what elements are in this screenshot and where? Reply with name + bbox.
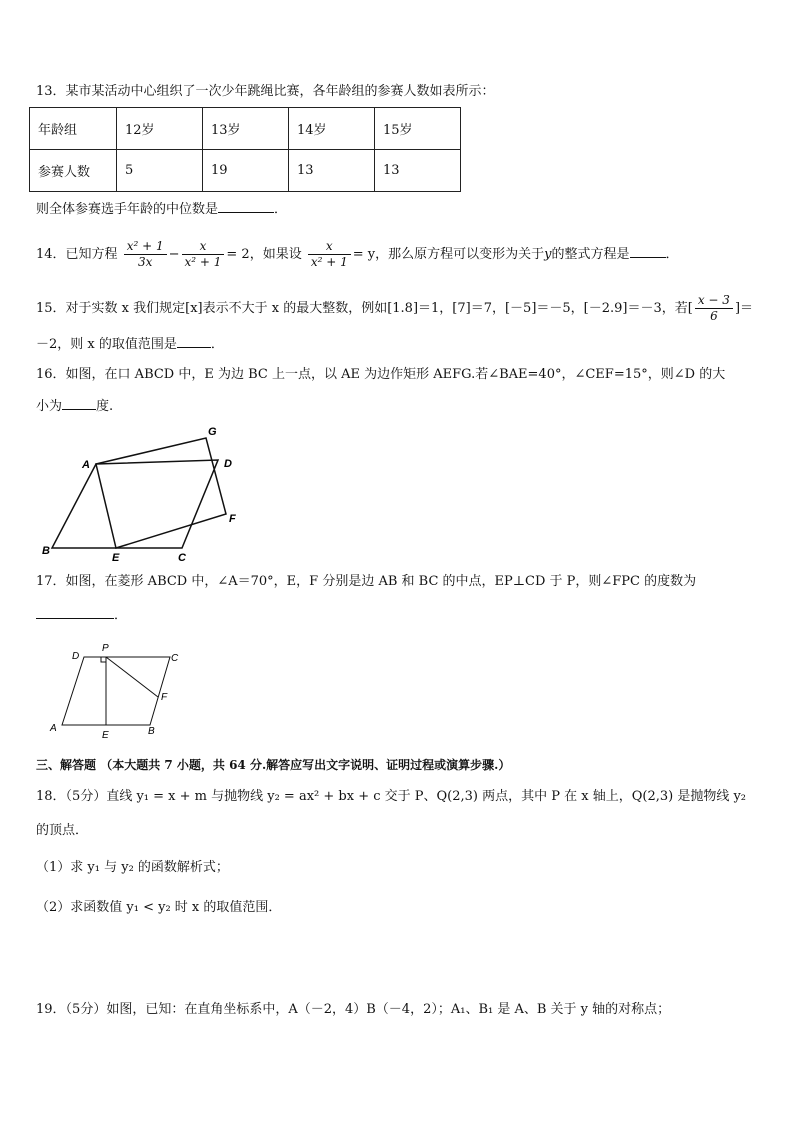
rectangle-aefg — [96, 438, 226, 548]
q15-line1 — [36, 290, 753, 328]
q14-end: ． — [665, 247, 679, 262]
q14-pre: 14．已知方程 — [36, 247, 118, 262]
fraction-numerator: x — [182, 239, 225, 255]
q15-line2 — [36, 335, 224, 354]
q18-line1: 18．（5分）直线 y₁ = x + m 与抛物线 y₂ = ax² + bx + c 交于 P、Q(2,3) 两点，其中 P 在 x 轴上，Q(2,3) 是抛物线 y₂ — [36, 789, 747, 804]
q14-post: 的整式方程是 — [551, 247, 630, 262]
q14-mid: = y，那么原方程可以变形为关于 — [352, 247, 545, 262]
answer-blank — [177, 335, 211, 348]
answer-blank — [62, 397, 96, 410]
label-c: C — [178, 552, 186, 564]
table-cell: 年龄组 — [30, 108, 117, 150]
label-e: E — [112, 552, 120, 564]
fraction-denominator: x² + 1 — [184, 255, 222, 269]
section-title: 三、解答题 — [36, 758, 97, 772]
answer-blank — [630, 245, 666, 258]
label-p: P — [102, 643, 109, 654]
table-cell: 13 — [375, 150, 461, 192]
table-cell: 13 — [289, 150, 375, 192]
table-cell: 19 — [203, 150, 289, 192]
label-d: D — [224, 458, 232, 470]
section-header — [36, 756, 510, 774]
q16-ask: 小为 — [36, 399, 63, 414]
label-c: C — [171, 653, 179, 664]
answer-blank — [36, 606, 114, 619]
q14-eq: = 2，如果设 — [226, 247, 302, 262]
parallelogram-rectangle-figure — [36, 420, 256, 570]
fraction — [695, 293, 733, 324]
label-e: E — [102, 730, 109, 741]
label-d: D — [72, 651, 80, 662]
age-participant-table — [29, 107, 461, 192]
table-cell: 参赛人数 — [30, 150, 117, 192]
label-f: F — [161, 692, 168, 703]
table-cell: 13岁 — [203, 108, 289, 150]
label-b: B — [42, 545, 50, 557]
q15-text-end: ]＝ — [734, 301, 754, 316]
q16-line1: 16．如图，在口 ABCD 中，E 为边 BC 上一点，以 AE 为边作矩形 AEFG.若∠BAE=40°，∠CEF=15°，则∠D 的大 — [36, 367, 726, 382]
table-row — [30, 108, 461, 150]
fraction-denominator: 6 — [710, 309, 718, 323]
fraction-numerator: x² + 1 — [124, 239, 167, 255]
q17-end: ． — [114, 608, 128, 623]
right-angle-mark — [101, 657, 106, 662]
fraction-denominator: 3x — [137, 255, 153, 269]
parallelogram-abcd — [52, 460, 218, 548]
q13-question — [36, 200, 287, 219]
table-row — [30, 150, 461, 192]
rhombus-figure — [44, 640, 184, 745]
q17-line2 — [36, 606, 127, 625]
fraction — [182, 239, 225, 270]
q18-line2: 的顶点． — [36, 823, 89, 838]
fraction-numerator: x − 3 — [695, 293, 733, 309]
segment-pf — [106, 657, 158, 697]
q14-line — [36, 236, 679, 274]
label-f: F — [229, 513, 236, 525]
fraction — [308, 239, 351, 270]
table-cell: 5 — [117, 150, 203, 192]
fraction — [124, 239, 167, 270]
minus-sign: − — [168, 247, 180, 262]
q19-line1: 19．（5分）如图，已知：在直角坐标系中，A（－2，4）B（－4，2）；A₁、B₁ 是 A、B 关于 y 轴的对称点； — [36, 1002, 671, 1017]
q13-stem: 13．某市某活动中心组织了一次少年跳绳比赛，各年龄组的参赛人数如表所示： — [36, 84, 495, 99]
section-note: （本大题共 7 小题，共 64 分.解答应写出文字说明、证明过程或演算步骤.） — [100, 758, 511, 772]
table-cell: 12岁 — [117, 108, 203, 150]
label-a: A — [82, 459, 90, 471]
fraction-denominator: x² + 1 — [310, 255, 348, 269]
rhombus-abcd — [62, 657, 170, 725]
q14-var: y — [544, 247, 552, 262]
table-cell: 14岁 — [289, 108, 375, 150]
q15-end: ． — [210, 337, 224, 352]
fraction-numerator: x — [308, 239, 351, 255]
answer-blank — [218, 200, 274, 213]
label-a: A — [50, 723, 57, 734]
q15-text: 15．对于实数 x 我们规定[x]表示不大于 x 的最大整数，例如[1.8]＝1，[7]＝7，[－5]＝－5，[－2.9]＝－3，若[ — [36, 301, 693, 316]
q17-line1: 17．如图，在菱形 ABCD 中，∠A＝70°，E，F 分别是边 AB 和 BC 的中点，EP⊥CD 于 P，则∠FPC 的度数为 — [36, 574, 697, 589]
q16-line2 — [36, 397, 113, 416]
q16-end: 度. — [96, 399, 114, 414]
q18-part1: （1）求 y₁ 与 y₂ 的函数解析式； — [36, 860, 229, 875]
label-g: G — [208, 426, 217, 438]
q18-part2: （2）求函数值 y₁ < y₂ 时 x 的取值范围． — [36, 900, 282, 915]
table-cell: 15岁 — [375, 108, 461, 150]
q13-end: ． — [274, 202, 288, 217]
q13-ask: 则全体参赛选手年龄的中位数是 — [36, 202, 219, 217]
q15-ask: －2，则 x 的取值范围是 — [36, 337, 177, 352]
label-b: B — [148, 726, 155, 737]
